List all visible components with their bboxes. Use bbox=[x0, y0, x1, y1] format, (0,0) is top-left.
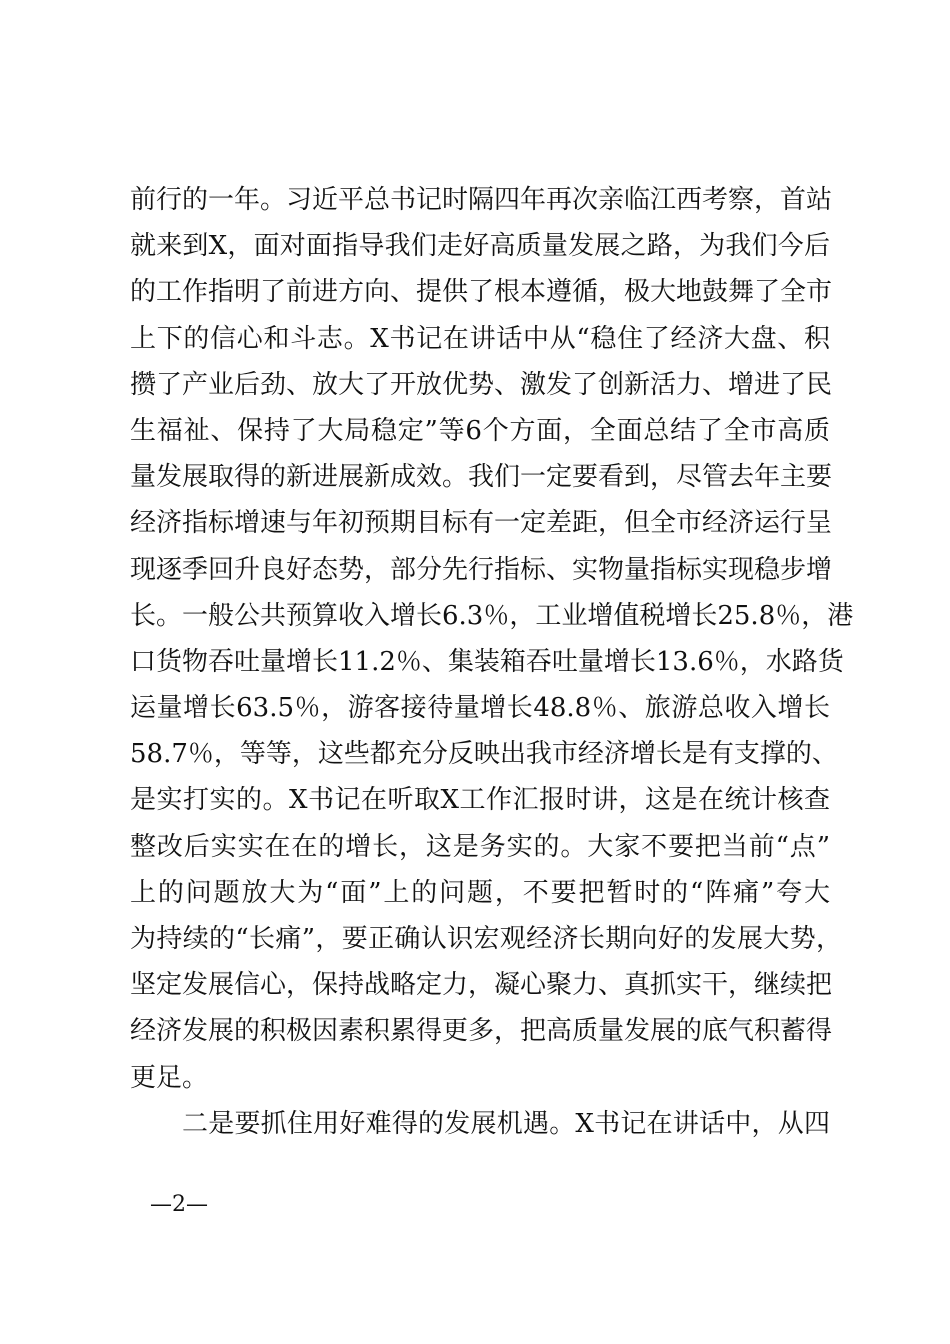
text-line-12: 运量增长63.5％，游客接待量增长48.8％、旅游总收入增长 bbox=[130, 693, 830, 724]
text-line-10: 长。一般公共预算收入增长6.3％，工业增值税增长25.8％，港 bbox=[130, 600, 854, 631]
text-line-8: 经济指标增速与年初预期目标有一定差距，但全市经济运行呈 bbox=[130, 508, 833, 539]
text-line-18: 坚定发展信心，保持战略定力，凝心聚力、真抓实干，继续把 bbox=[130, 970, 833, 1001]
paragraph-start-line: 二是要抓住用好难得的发展机遇。X书记在讲话中，从四 bbox=[182, 1108, 830, 1139]
text-line-5: 攒了产业后劲、放大了开放优势、激发了创新活力、增进了民 bbox=[130, 369, 833, 400]
text-line-3: 的工作指明了前进方向、提供了根本遵循，极大地鼓舞了全市 bbox=[130, 277, 833, 308]
text-line-9: 现逐季回升良好态势，部分先行指标、实物量指标实现稳步增 bbox=[130, 554, 833, 585]
text-line-2: 就来到X，面对面指导我们走好高质量发展之路，为我们今后 bbox=[130, 231, 830, 262]
text-line-4: 上下的信心和斗志。X书记在讲话中从“稳住了经济大盘、积 bbox=[130, 323, 830, 354]
text-line-14: 是实打实的。X书记在听取X工作汇报时讲，这是在统计核查 bbox=[130, 785, 830, 816]
text-line-17: 为持续的“长痛”，要正确认识宏观经济长期向好的发展大势， bbox=[130, 924, 842, 954]
text-line-1: 前行的一年。习近平总书记时隔四年再次亲临江西考察，首站 bbox=[130, 185, 833, 215]
text-line-15: 整改后实实在在的增长，这是务实的。大家不要把当前“点” bbox=[130, 831, 830, 862]
text-line-13: 58.7％，等等，这些都充分反映出我市经济增长是有支撑的、 bbox=[130, 739, 838, 770]
text-line-19: 经济发展的积极因素积累得更多，把高质量发展的底气积蓄得 bbox=[130, 1016, 833, 1047]
text-line-11: 口货物吞吐量增长11.2％、集装箱吞吐量增长13.6％，水路货 bbox=[130, 646, 844, 677]
text-line-7: 量发展取得的新进展新成效。我们一定要看到，尽管去年主要 bbox=[130, 462, 833, 493]
text-line-6: 生福祉、保持了大局稳定”等6个方面，全面总结了全市高质 bbox=[130, 415, 830, 446]
text-line-16: 上的问题放大为“面”上的问题，不要把暂时的“阵痛”夸大 bbox=[130, 877, 830, 908]
text-line-20: 更足。 bbox=[130, 1062, 209, 1093]
page-number: —2— bbox=[150, 1192, 208, 1217]
document-body bbox=[130, 177, 854, 1147]
